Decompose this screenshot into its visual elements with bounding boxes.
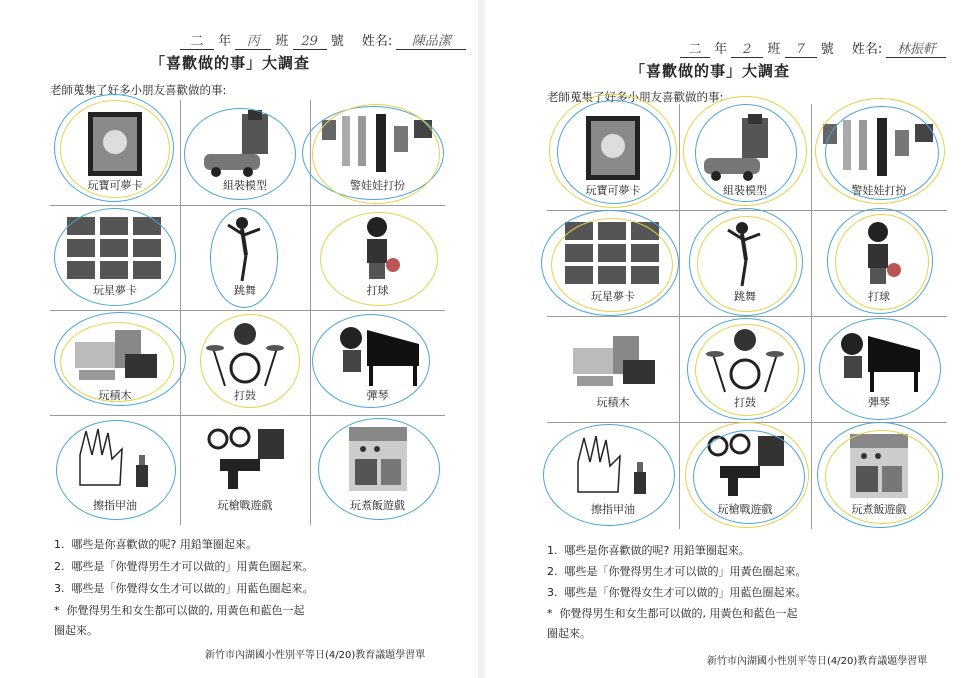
seat-unit: 號 xyxy=(820,42,834,57)
trading-card-icon xyxy=(80,110,150,178)
card-grid-icon xyxy=(65,215,165,281)
activity-cell[interactable] xyxy=(811,210,947,316)
question-number: 3. xyxy=(54,582,65,595)
question-3 xyxy=(54,580,314,596)
question-number: 3. xyxy=(547,586,558,599)
footer-text: 新竹市內湖國小性別平等日(4/20)教育議題學習單 xyxy=(707,656,928,667)
drummer-icon xyxy=(705,326,785,394)
question-text: 哪些是「你覺得女生才可以做的」用藍色圈起來。 xyxy=(71,582,314,595)
question-number: 2. xyxy=(54,560,65,573)
page-title: 「喜歡做的事」大調查 xyxy=(150,54,311,72)
page-gutter xyxy=(478,0,485,678)
question-4-cont xyxy=(54,622,98,638)
activity-label: 玩積木 xyxy=(596,396,630,409)
dancer-icon xyxy=(220,215,270,283)
blocks-icon xyxy=(563,326,663,392)
name-label: 姓名: xyxy=(361,34,393,49)
activity-cell[interactable] xyxy=(811,104,947,210)
question-text: 哪些是「你覺得男生才可以做的」用黃色圈起來。 xyxy=(71,560,314,573)
activity-label: 玩寶可夢卡 xyxy=(87,179,143,192)
piano-icon xyxy=(333,320,423,388)
student-header xyxy=(680,38,946,58)
blocks-icon xyxy=(65,320,165,386)
question-text: 哪些是你喜歡做的呢? 用鉛筆圈起來。 xyxy=(71,538,257,551)
activity-label: 玩星夢卡 xyxy=(93,284,137,297)
activity-cell[interactable] xyxy=(50,100,180,205)
activity-label: 跳舞 xyxy=(234,284,256,297)
question-text: 哪些是你喜歡做的呢? 用鉛筆圈起來。 xyxy=(564,544,750,557)
student-header xyxy=(180,30,466,50)
intro-text: 老師蒐集了好多小朋友喜歡做的事: xyxy=(547,90,724,104)
student-name: 林振軒 xyxy=(886,38,946,58)
question-2 xyxy=(547,563,807,579)
activity-grid xyxy=(50,100,445,525)
question-text: 哪些是「你覺得男生才可以做的」用黃色圈起來。 xyxy=(564,565,807,578)
question-number: 1. xyxy=(54,538,65,551)
activity-label: 玩煮飯遊戲 xyxy=(350,499,405,512)
student-name: 陳品潔 xyxy=(396,30,466,50)
activity-label: 玩積木 xyxy=(98,389,132,402)
doll-clothes-icon xyxy=(318,110,438,178)
activity-cell[interactable] xyxy=(547,422,679,529)
activity-label: 玩星夢卡 xyxy=(591,290,635,303)
activity-cell[interactable] xyxy=(547,104,679,210)
footer-text: 新竹市內湖國小性別平等日(4/20)教育議題學習單 xyxy=(205,650,426,661)
question-4 xyxy=(54,602,305,618)
worksheet-left xyxy=(0,0,478,678)
activity-label: 彈琴 xyxy=(868,396,890,409)
grade-unit: 年 xyxy=(714,42,728,57)
activity-label: 組裝模型 xyxy=(223,179,267,192)
question-number: 1. xyxy=(547,544,558,557)
toy-kitchen-icon xyxy=(343,425,413,493)
activity-label: 組裝模型 xyxy=(723,184,767,197)
activity-label: 玩槍戰遊戲 xyxy=(217,499,273,512)
toy-kitchen-icon xyxy=(844,432,914,500)
activity-label: 警娃娃打扮 xyxy=(851,184,907,197)
activity-label: 彈琴 xyxy=(366,389,389,402)
question-2 xyxy=(54,558,314,574)
piano-icon xyxy=(834,326,924,394)
page-title: 「喜歡做的事」大調查 xyxy=(630,62,791,80)
class-value: 丙 xyxy=(235,30,271,50)
activity-cell[interactable] xyxy=(679,422,811,529)
card-grid-icon xyxy=(563,220,663,286)
activity-cell[interactable] xyxy=(679,316,811,422)
question-text: 哪些是「你覺得女生才可以做的」用藍色圈起來。 xyxy=(564,586,807,599)
activity-cell[interactable] xyxy=(50,205,180,310)
question-text: 你覺得男生和女生都可以做的, 用黃色和藍色一起 xyxy=(559,607,798,620)
question-3 xyxy=(547,584,807,600)
doll-clothes-icon xyxy=(819,114,939,182)
robot-car-icon xyxy=(700,114,790,182)
seat-number: 7 xyxy=(785,42,817,58)
question-1 xyxy=(547,542,750,558)
activity-cell[interactable] xyxy=(50,310,180,415)
intro-text: 老師蒐集了好多小朋友喜歡做的事: xyxy=(50,83,227,97)
activity-cell[interactable] xyxy=(547,316,679,422)
activity-cell[interactable] xyxy=(310,415,445,525)
question-text: 圈起來。 xyxy=(547,627,591,640)
drummer-icon xyxy=(205,320,285,388)
activity-label: 跳舞 xyxy=(734,290,756,303)
class-unit: 班 xyxy=(767,42,781,57)
question-text: 你覺得男生和女生都可以做的, 用黃色和藍色一起 xyxy=(66,604,305,617)
class-unit: 班 xyxy=(275,34,289,49)
activity-label: 玩槍戰遊戲 xyxy=(717,503,773,516)
activity-cell[interactable] xyxy=(180,310,310,415)
activity-label: 警娃娃打扮 xyxy=(350,179,405,192)
activity-cell[interactable] xyxy=(180,205,310,310)
question-number: * xyxy=(547,607,553,620)
activity-cell[interactable] xyxy=(50,415,180,525)
question-4-cont xyxy=(547,625,591,641)
activity-label: 打鼓 xyxy=(734,396,756,409)
seat-unit: 號 xyxy=(330,34,344,49)
activity-label: 擦指甲油 xyxy=(591,503,635,516)
grade-value: 二 xyxy=(180,30,214,50)
question-text: 圈起來。 xyxy=(54,624,98,637)
trading-card-icon xyxy=(578,114,648,182)
activity-cell[interactable] xyxy=(180,100,310,205)
question-number: * xyxy=(54,604,60,617)
activity-label: 打鼓 xyxy=(234,389,256,402)
activity-label: 擦指甲油 xyxy=(93,499,137,512)
activity-cell[interactable] xyxy=(679,104,811,210)
worksheet-right xyxy=(485,0,967,678)
activity-grid xyxy=(547,104,947,529)
activity-cell[interactable] xyxy=(310,205,445,310)
activity-cell[interactable] xyxy=(679,210,811,316)
activity-cell[interactable] xyxy=(310,310,445,415)
nail-polish-icon xyxy=(70,425,160,493)
question-4 xyxy=(547,605,798,621)
activity-cell[interactable] xyxy=(547,210,679,316)
seat-number: 29 xyxy=(293,34,327,50)
toy-guns-icon xyxy=(200,425,290,493)
activity-label: 玩煮飯遊戲 xyxy=(851,503,907,516)
name-label: 姓名: xyxy=(851,42,883,57)
basketball-kid-icon xyxy=(854,220,904,288)
question-1 xyxy=(54,536,257,552)
toy-guns-icon xyxy=(700,432,790,500)
grade-value: 二 xyxy=(680,38,710,58)
activity-label: 打球 xyxy=(868,290,890,303)
activity-cell[interactable] xyxy=(310,100,445,205)
grade-unit: 年 xyxy=(218,34,232,49)
class-value: 2 xyxy=(731,42,763,58)
dancer-icon xyxy=(720,220,770,288)
basketball-kid-icon xyxy=(353,215,403,283)
question-number: 2. xyxy=(547,565,558,578)
activity-label: 打球 xyxy=(366,284,389,297)
activity-cell[interactable] xyxy=(811,316,947,422)
activity-cell[interactable] xyxy=(811,422,947,529)
robot-car-icon xyxy=(200,110,290,178)
nail-polish-icon xyxy=(568,432,658,500)
activity-cell[interactable] xyxy=(180,415,310,525)
activity-label: 玩寶可夢卡 xyxy=(585,184,641,197)
